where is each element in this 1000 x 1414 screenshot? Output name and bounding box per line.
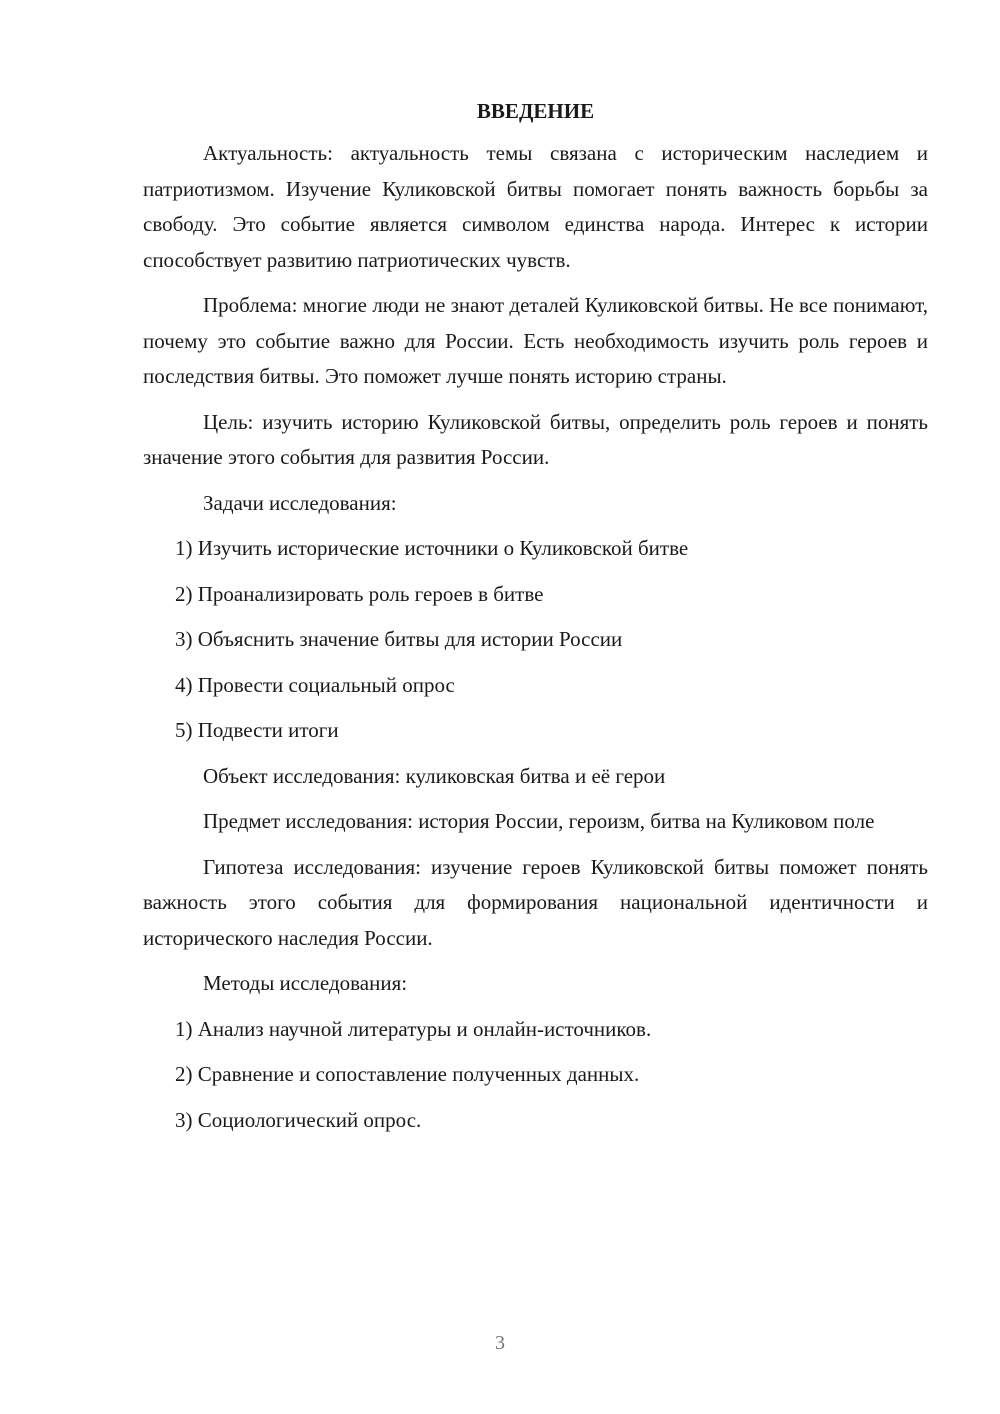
tasks-heading: Задачи исследования: [203,490,397,515]
subject-paragraph: Предмет исследования: история России, героизм, битва на Куликовом поле [203,809,875,833]
methods-heading: Методы исследования: [203,971,408,995]
task-item: 1) Изучить исторические источники о Куликовской битве [175,536,689,560]
goal-paragraph: Цель: изучить историю Куликовской битвы, определить роль героев и понять значение этого события для развития России. [143,409,928,469]
method-item: 2) Сравнение и сопоставление полученных данных. [175,1062,640,1086]
document-page [143,96,928,1148]
section-title: ВВЕДЕНИЕ [476,99,595,123]
method-item: 1) Анализ научной литературы и онлайн-источников. [175,1016,652,1041]
hypothesis-paragraph: Гипотеза исследования: изучение героев Куликовской битвы поможет понять важность этого события для формирования национальной идентичности и исторического наследия России. [143,854,928,950]
relevance-paragraph: Актуальность: актуальность темы связана с историческим наследием и патриотизмом. Изучение Куликовской битвы помогает понять важность борьбы за свободу. Это событие является символом единства народа. Интерес к истории способствует развитию патриотических чувств. [143,141,928,272]
method-item: 3) Социологический опрос. [175,1107,422,1132]
task-item: 3) Объяснить значение битвы для истории России [175,627,623,651]
task-item: 4) Провести социальный опрос [175,672,455,697]
task-item: 5) Подвести итоги [175,718,339,742]
task-item: 2) Проанализировать роль героев в битве [175,581,544,606]
page-number: 3 [495,1332,505,1354]
problem-paragraph: Проблема: многие люди не знают деталей Куликовской битвы. Не все понимают, почему это событие важно для России. Есть необходимость изучить роль героев и последствия битвы. Это поможет лучше понять историю страны. [143,293,928,388]
object-paragraph: Объект исследования: куликовская битва и её герои [203,763,666,788]
